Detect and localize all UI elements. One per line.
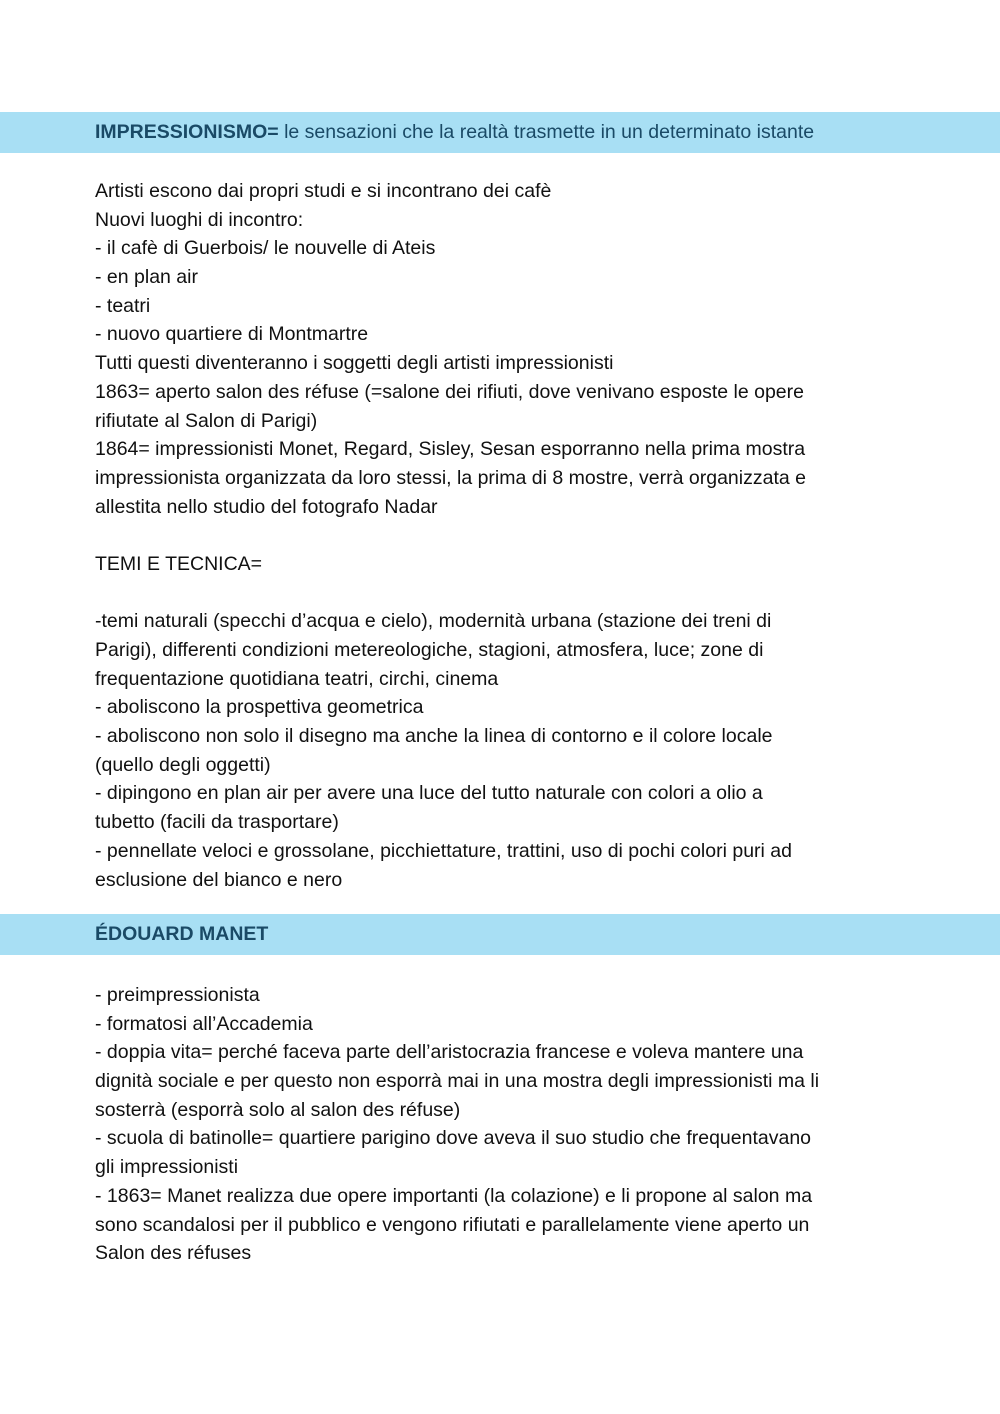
text-line: Parigi), differenti condizioni metereologiche, stagioni, atmosfera, luce; zone di — [95, 639, 764, 661]
text-line: - en plan air — [95, 266, 198, 289]
text-line: - aboliscono non solo il disegno ma anche la linea di contorno e il colore locale — [95, 725, 773, 748]
text-line: - teatri — [95, 294, 151, 317]
text-line: - scuola di batinolle= quartiere parigino dove aveva il suo studio che frequentavano — [95, 1127, 812, 1150]
heading-definition: le sensazioni che la realtà trasmette in un determinato istante — [278, 121, 815, 143]
text-line: esclusione del bianco e nero — [95, 868, 343, 891]
heading-term: ÉDOUARD MANET — [95, 923, 269, 945]
text-line: Artisti escono dai propri studi e si incontrano dei cafè — [95, 180, 552, 202]
blank-line — [95, 579, 915, 608]
text-line: impressionista organizzata da loro stessi, la prima di 8 mostre, verrà organizzata e — [95, 466, 806, 489]
heading-term: IMPRESSIONISMO= — [95, 121, 279, 143]
text-line: sosterrà (esporrà solo al salon des réfuse) — [95, 1098, 461, 1121]
text-line: - il cafè di Guerbois/ le nouvelle di Ateis — [95, 237, 436, 260]
text-line: - 1863= Manet realizza due opere importanti (la colazione) e li propone al salon ma — [95, 1184, 813, 1207]
text-line: - aboliscono la prospettiva geometrica — [95, 696, 424, 719]
text-line: Tutti questi diventeranno i soggetti degli artisti impressionisti — [95, 352, 614, 375]
text-line: rifiutate al Salon di Parigi) — [95, 409, 318, 432]
text-line: 1864= impressionisti Monet, Regard, Sisley, Sesan esporranno nella prima mostra — [95, 438, 806, 461]
text-line: - pennellate veloci e grossolane, picchiettature, trattini, uso di pochi colori puri ad — [95, 839, 792, 862]
text-line: tubetto (facili da trasportare) — [95, 811, 339, 834]
blank-line — [95, 521, 915, 550]
text-line: Nuovi luoghi di incontro: — [95, 208, 304, 231]
section-heading-manet — [0, 914, 1000, 955]
text-line: 1863= aperto salon des réfuse (=salone dei rifiuti, dove venivano esposte le opere — [95, 380, 804, 403]
text-line: - doppia vita= perché faceva parte dell’aristocrazia francese e voleva mantere una — [95, 1041, 804, 1064]
text-line: sono scandalosi per il pubblico e vengono rifiutati e parallelamente viene aperto un — [95, 1213, 810, 1236]
text-line: - formatosi all’Accademia — [95, 1012, 313, 1035]
text-line: allestita nello studio del fotografo Nadar — [95, 495, 438, 518]
text-line: (quello degli oggetti) — [95, 753, 271, 776]
text-line: frequentazione quotidiana teatri, circhi, cinema — [95, 667, 499, 690]
text-line: - nuovo quartiere di Montmartre — [95, 323, 369, 346]
text-line: -temi naturali (specchi d’acqua e cielo), modernità urbana (stazione dei treni di — [95, 610, 772, 633]
text-line: Salon des réfuses — [95, 1242, 252, 1265]
section-heading-impressionismo — [0, 112, 1000, 153]
subheading-temi-tecnica: TEMI E TECNICA= — [95, 552, 263, 575]
text-line: gli impressionisti — [95, 1156, 239, 1179]
text-line: dignità sociale e per questo non esporrà mai in una mostra degli impressionisti ma li — [95, 1070, 820, 1093]
section-body-impressionismo — [95, 177, 915, 894]
text-line: - preimpressionista — [95, 984, 260, 1006]
section-body-manet — [95, 981, 915, 1268]
text-line: - dipingono en plan air per avere una luce del tutto naturale con colori a olio a — [95, 782, 763, 805]
